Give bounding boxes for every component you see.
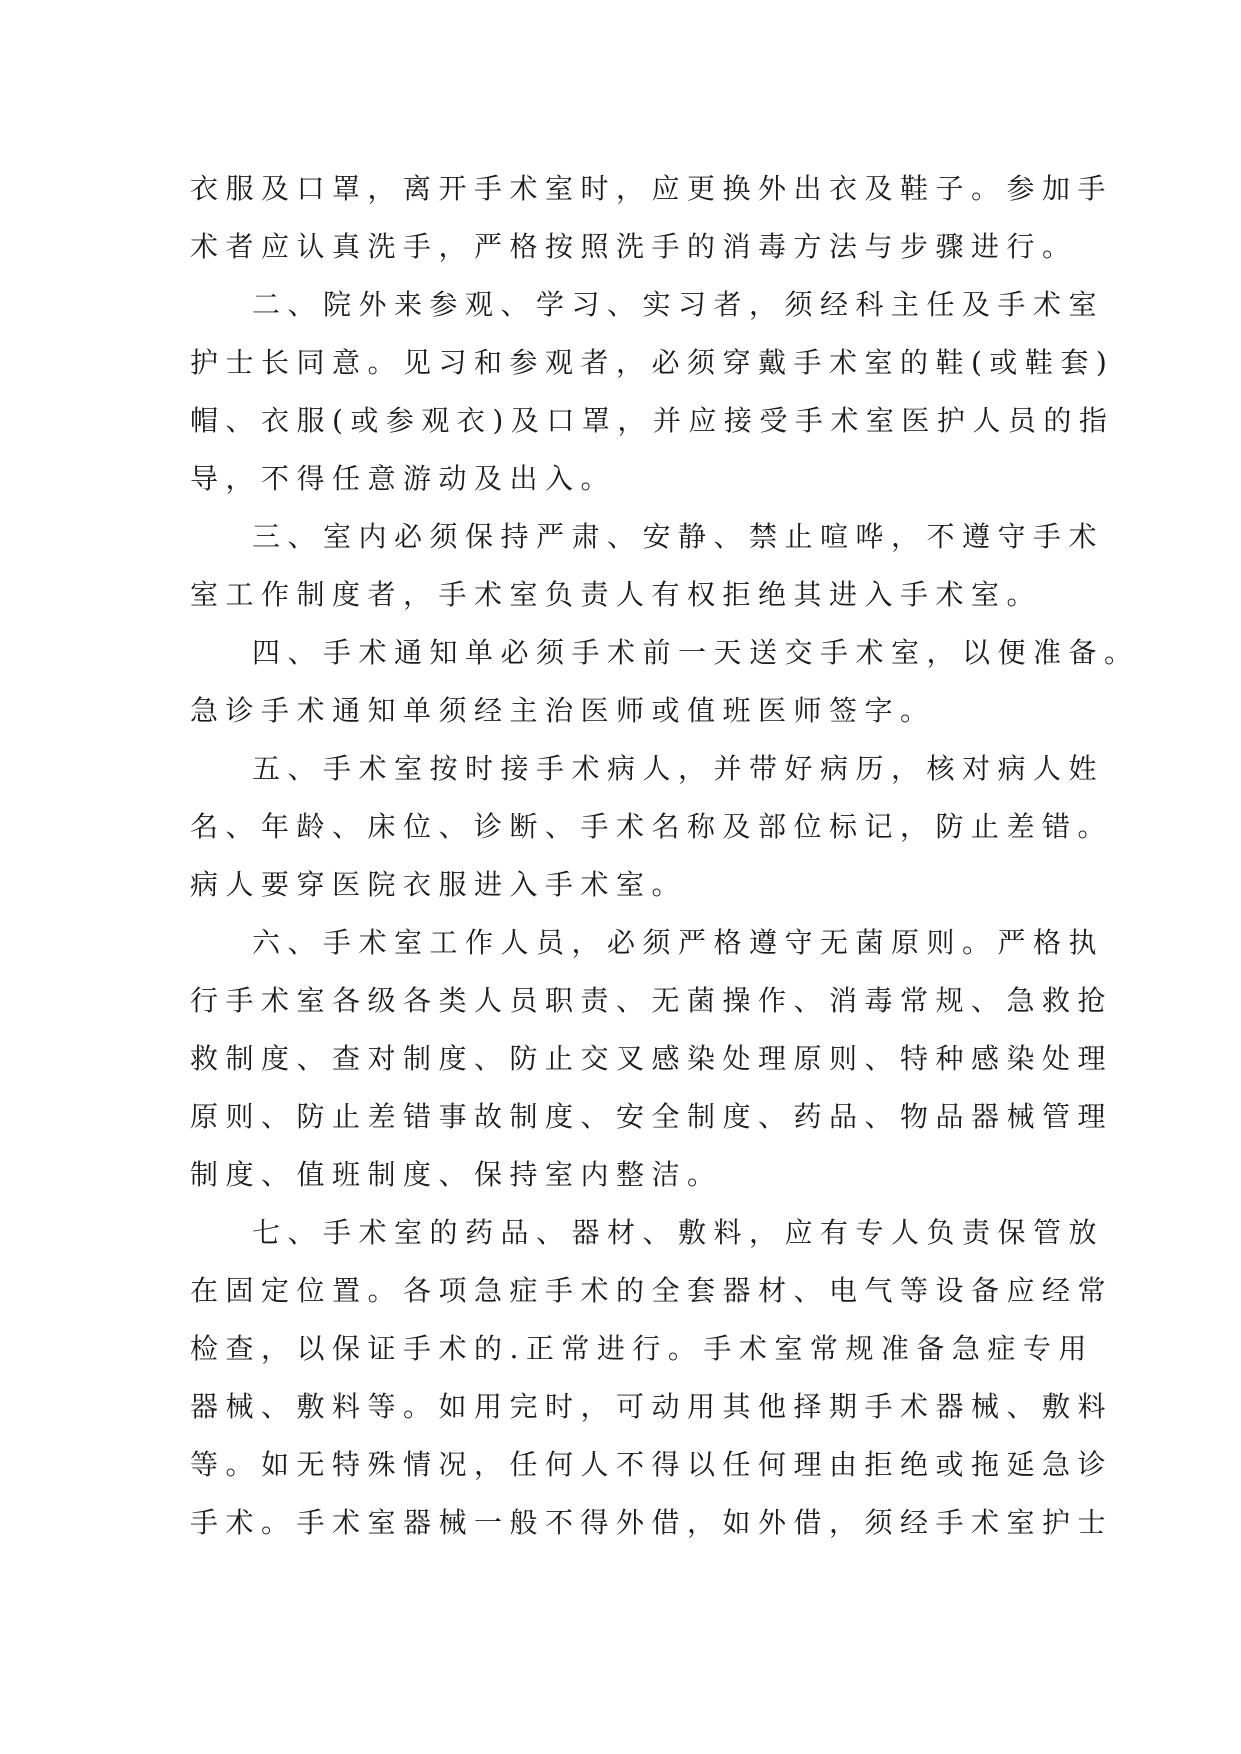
paragraph-line: 名、年龄、床位、诊断、手术名称及部位标记，防止差错。 — [190, 810, 1114, 843]
paragraph-line: 室工作制度者，手术室负责人有权拒绝其进入手术室。 — [190, 578, 1043, 611]
paragraph-line: 原则、防止差错事故制度、安全制度、药品、物品器械管理 — [190, 1100, 1114, 1133]
paragraph-line: 等。如无特殊情况，任何人不得以任何理由拒绝或拖延急诊 — [190, 1448, 1114, 1481]
paragraph-line: 帽、衣服(或参观衣)及口罩，并应接受手术室医护人员的指 — [190, 404, 1115, 437]
document-body — [190, 160, 1140, 1552]
paragraph-first-line: 五、手术室按时接手术病人，并带好病历，核对病人姓 — [252, 752, 1105, 785]
paragraph-line: 行手术室各级各类人员职责、无菌操作、消毒常规、急救抢 — [190, 984, 1114, 1017]
paragraph-line: 在固定位置。各项急症手术的全套器材、电气等设备应经常 — [190, 1274, 1114, 1307]
paragraph-line: 导，不得任意游动及出入。 — [190, 462, 617, 495]
paragraph-line: 检查，以保证手术的.正常进行。手术室常规准备急症专用 — [190, 1332, 1094, 1365]
paragraph-line: 手术。手术室器械一般不得外借，如外借，须经手术室护士 — [190, 1506, 1114, 1539]
paragraph-line: 术者应认真洗手，严格按照洗手的消毒方法与步骤进行。 — [190, 230, 1078, 263]
paragraph-line: 病人要穿医院衣服进入手术室。 — [190, 868, 688, 901]
paragraph-line: 救制度、查对制度、防止交叉感染处理原则、特种感染处理 — [190, 1042, 1114, 1075]
paragraph-line: 衣服及口罩，离开手术室时，应更换外出衣及鞋子。参加手 — [190, 172, 1114, 205]
paragraph-first-line: 二、院外来参观、学习、实习者，须经科主任及手术室 — [252, 288, 1105, 321]
paragraph-first-line: 三、室内必须保持严肃、安静、禁止喧哗，不遵守手术 — [252, 520, 1105, 553]
paragraph-line: 器械、敷料等。如用完时，可动用其他择期手术器械、敷料 — [190, 1390, 1114, 1423]
paragraph-line: 护士长同意。见习和参观者，必须穿戴手术室的鞋(或鞋套) — [190, 346, 1115, 379]
paragraph-first-line: 四、手术通知单必须手术前一天送交手术室，以便准备。 — [252, 636, 1140, 669]
paragraph-first-line: 六、手术室工作人员，必须严格遵守无菌原则。严格执 — [252, 926, 1105, 959]
paragraph-line: 制度、值班制度、保持室内整洁。 — [190, 1158, 723, 1191]
paragraph-first-line: 七、手术室的药品、器材、敷料，应有专人负责保管放 — [252, 1216, 1105, 1249]
paragraph-line: 急诊手术通知单须经主治医师或值班医师签字。 — [190, 694, 936, 727]
